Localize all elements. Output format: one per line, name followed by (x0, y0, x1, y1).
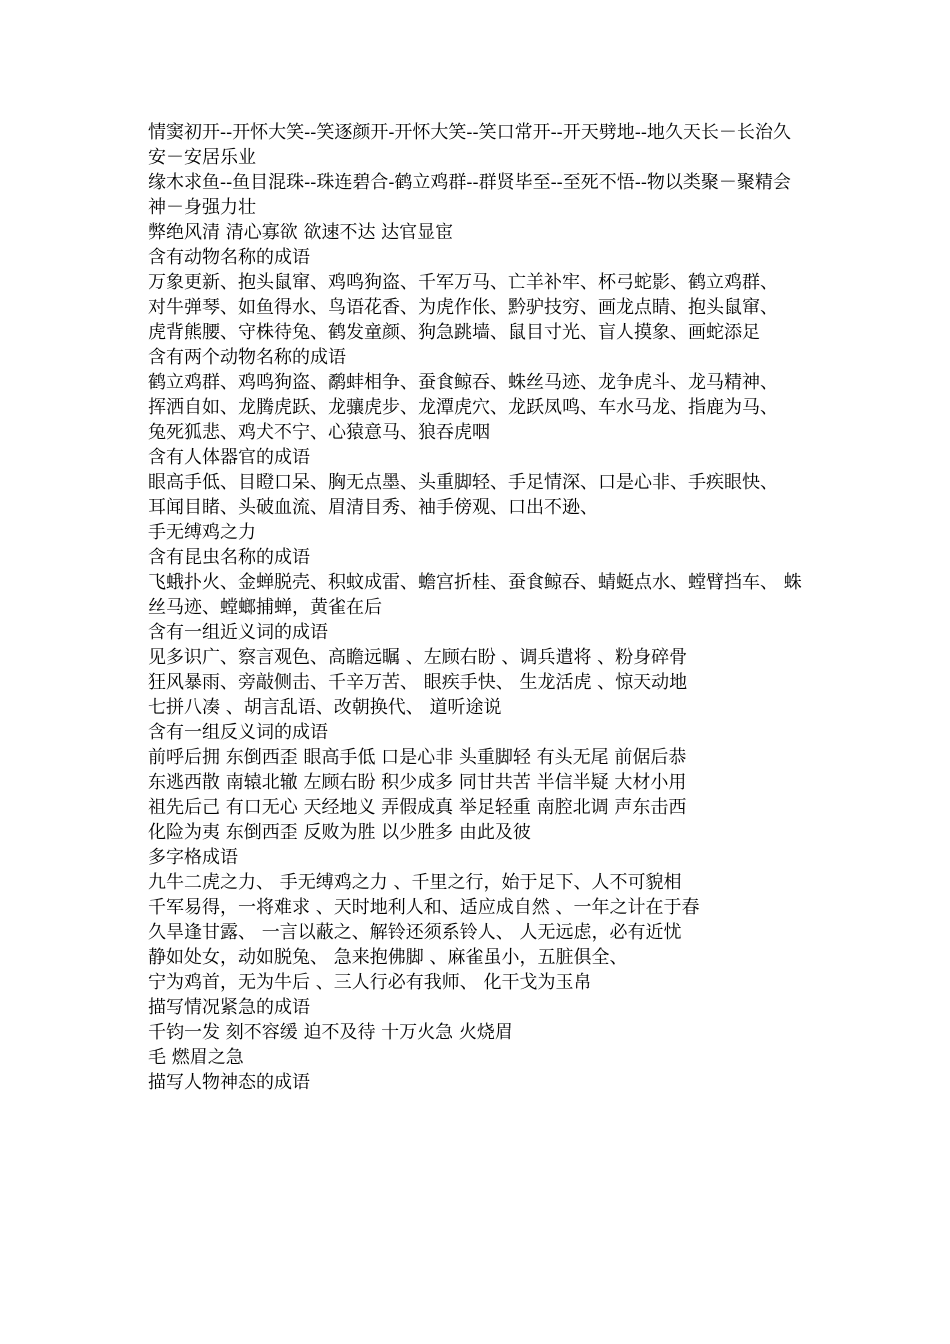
text-line-20: 狂风暴雨、旁敲侧击、千辛万苦、 眼疾手快、 生龙活虎 、惊天动地 (148, 672, 688, 693)
text-line-35: 毛 燃眉之急 (148, 1047, 244, 1068)
text-line-5: 万象更新、抱头鼠窜、鸡鸣狗盗、千军万马、亡羊补牢、杯弓蛇影、鹤立鸡群、 (148, 272, 778, 293)
text-line-23: 前呼后拥 东倒西歪 眼高手低 口是心非 头重脚轻 有头无尾 前倨后恭 (148, 747, 687, 768)
text-line-14: 耳闻目睹、头破血流、眉清目秀、袖手傍观、口出不逊、 (148, 497, 598, 518)
text-line-26: 化险为夷 东倒西歪 反败为胜 以少胜多 由此及彼 (148, 822, 531, 843)
text-line-34: 千钧一发 刻不容缓 迫不及待 十万火急 火烧眉 (148, 1022, 513, 1043)
text-line-2: 缘木求鱼--鱼目混珠--珠连碧合-鹤立鸡群--群贤毕至--至死不悟--物以类聚－聚精会神－身强力壮 (148, 172, 791, 218)
text-line-13: 眼高手低、目瞪口呆、胸无点墨、头重脚轻、手足情深、口是心非、手疾眼快、 (148, 472, 778, 493)
section-heading-body-parts: 含有人体器官的成语 (148, 447, 310, 468)
section-heading-synonyms: 含有一组近义词的成语 (148, 622, 328, 643)
text-line-17: 飞蛾扑火、金蝉脱壳、积蚊成雷、蟾宫折桂、蚕食鲸吞、蜻蜓点水、螳臂挡车、 蛛丝马迹、螳螂捕蝉，黄雀在后 (148, 572, 802, 618)
section-heading-animals: 含有动物名称的成语 (148, 247, 310, 268)
text-line-19: 见多识广、察言观色、高瞻远瞩 、左顾右盼 、调兵遣将 、粉身碎骨 (148, 647, 688, 668)
text-line-10: 挥洒自如、龙腾虎跃、龙骧虎步、龙潭虎穴、龙跃凤鸣、车水马龙、指鹿为马、 (148, 397, 778, 418)
text-line-15: 手无缚鸡之力 (148, 522, 256, 543)
text-line-7: 虎背熊腰、守株待兔、鹤发童颜、狗急跳墙、鼠目寸光、盲人摸象、画蛇添足 (148, 322, 760, 343)
section-heading-antonyms: 含有一组反义词的成语 (148, 722, 328, 743)
text-line-6: 对牛弹琴、如鱼得水、鸟语花香、为虎作伥、黔驴技穷、画龙点睛、抱头鼠窜、 (148, 297, 778, 318)
document-page (148, 120, 808, 1095)
section-heading-two-animals: 含有两个动物名称的成语 (148, 347, 346, 368)
section-heading-multi-char: 多字格成语 (148, 847, 238, 868)
section-heading-expressions: 描写人物神态的成语 (148, 1072, 310, 1093)
text-line-24: 东逃西散 南辕北辙 左顾右盼 积少成多 同甘共苦 半信半疑 大材小用 (148, 772, 687, 793)
section-heading-urgent: 描写情况紧急的成语 (148, 997, 310, 1018)
section-heading-insects: 含有昆虫名称的成语 (148, 547, 310, 568)
text-line-9: 鹤立鸡群、鸡鸣狗盗、鹬蚌相争、蚕食鲸吞、蛛丝马迹、龙争虎斗、龙马精神、 (148, 372, 778, 393)
text-line-31: 静如处女，动如脱兔、 急来抱佛脚 、麻雀虽小，五脏俱全、 (148, 947, 628, 968)
text-line-29: 千军易得，一将难求 、天时地利人和、适应成自然 、一年之计在于春 (148, 897, 700, 918)
text-line-21: 七拼八凑 、胡言乱语、改朝换代、 道听途说 (148, 697, 502, 718)
text-line-25: 祖先后己 有口无心 天经地义 弄假成真 举足轻重 南腔北调 声东击西 (148, 797, 687, 818)
text-line-32: 宁为鸡首，无为牛后 、三人行必有我师、 化干戈为玉帛 (148, 972, 592, 993)
text-line-1: 情窦初开--开怀大笑--笑逐颜开-开怀大笑--笑口常开--开天劈地--地久天长－长治久安－安居乐业 (148, 122, 791, 168)
text-line-30: 久旱逢甘露、 一言以蔽之、解铃还须系铃人、 人无远虑，必有近忧 (148, 922, 682, 943)
text-line-11: 兔死狐悲、鸡犬不宁、心猿意马、狼吞虎咽 (148, 422, 490, 443)
text-line-3: 弊绝风清 清心寡欲 欲速不达 达官显宦 (148, 222, 454, 243)
text-line-28: 九牛二虎之力、 手无缚鸡之力 、千里之行，始于足下、人不可貌相 (148, 872, 682, 893)
